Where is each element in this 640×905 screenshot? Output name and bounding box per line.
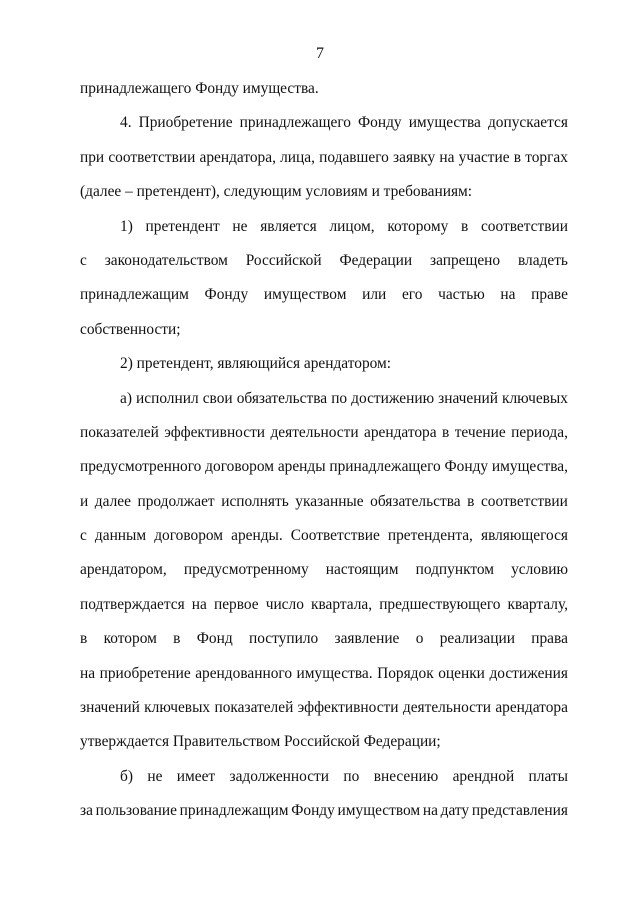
text-line bbox=[80, 519, 568, 553]
word: а) bbox=[120, 389, 132, 407]
word: подтверждается bbox=[80, 595, 185, 613]
word: аренды. bbox=[231, 527, 283, 545]
word: Фонду bbox=[444, 458, 489, 476]
word: данным bbox=[94, 527, 147, 545]
text-line bbox=[80, 278, 568, 312]
word: обязательства bbox=[236, 389, 328, 407]
text-line bbox=[80, 657, 568, 691]
word: права bbox=[531, 630, 568, 648]
word: число bbox=[265, 595, 304, 613]
word: в bbox=[467, 492, 475, 510]
word: оценки bbox=[438, 664, 485, 682]
word: с bbox=[80, 527, 87, 545]
word: лица, bbox=[280, 148, 315, 166]
word: арендованного bbox=[195, 664, 293, 682]
word: далее bbox=[94, 492, 131, 510]
word: которому bbox=[387, 217, 449, 235]
word: являющегося bbox=[480, 527, 568, 545]
word: кварталу, bbox=[507, 595, 568, 613]
word: договором bbox=[154, 527, 224, 545]
word: котором bbox=[103, 630, 157, 648]
word: арендной bbox=[452, 767, 515, 785]
body-text bbox=[80, 72, 568, 829]
word: значений bbox=[80, 699, 140, 717]
word: Федерации bbox=[339, 251, 413, 269]
word: о bbox=[415, 630, 424, 648]
word: принадлежащего bbox=[329, 458, 441, 476]
word: запрещено bbox=[430, 251, 501, 269]
word: не bbox=[147, 767, 163, 785]
word: представления bbox=[471, 802, 568, 820]
text-line bbox=[80, 794, 568, 828]
word: показателей bbox=[80, 423, 159, 441]
word: при bbox=[80, 148, 105, 166]
word: является bbox=[260, 217, 317, 235]
word: арендатора, bbox=[199, 148, 276, 166]
word: свои bbox=[202, 389, 233, 407]
word: имущества, bbox=[491, 458, 568, 476]
word: имуществом bbox=[263, 286, 347, 304]
word: подавшего bbox=[319, 148, 389, 166]
word: задолженности bbox=[229, 767, 330, 785]
word: первое bbox=[213, 595, 259, 613]
text-line bbox=[80, 141, 568, 175]
text-line bbox=[80, 450, 568, 484]
word: принадлежащего bbox=[239, 114, 351, 132]
word: допускается bbox=[487, 114, 568, 132]
word: продолжает bbox=[137, 492, 215, 510]
word: торгах bbox=[525, 148, 568, 166]
page-number: 7 bbox=[316, 45, 324, 62]
word: арендатора bbox=[495, 699, 568, 717]
word: условию bbox=[511, 561, 568, 579]
word: или bbox=[362, 286, 387, 304]
word: дату bbox=[440, 802, 470, 820]
word: предусмотренного bbox=[80, 458, 202, 476]
word: частью bbox=[438, 286, 485, 304]
word: предшествующего bbox=[379, 595, 501, 613]
word: аренды bbox=[277, 458, 326, 476]
word: законодательством bbox=[104, 251, 228, 269]
word: в bbox=[80, 630, 88, 648]
word: имеет bbox=[176, 767, 216, 785]
word: Фонду bbox=[291, 802, 335, 820]
text-line bbox=[80, 691, 568, 725]
text-line bbox=[80, 588, 568, 622]
word: на bbox=[439, 148, 455, 166]
word: деятельности bbox=[270, 423, 359, 441]
word: подпунктом bbox=[415, 561, 495, 579]
word: заявление bbox=[334, 630, 400, 648]
word: его bbox=[401, 286, 423, 304]
word: за bbox=[80, 802, 93, 820]
word: приобретение bbox=[99, 664, 191, 682]
text-line bbox=[80, 760, 568, 794]
word: принадлежащим bbox=[80, 286, 189, 304]
word: Соответствие bbox=[290, 527, 380, 545]
text-line bbox=[80, 244, 568, 278]
word: настоящим bbox=[325, 561, 399, 579]
word: 4. bbox=[120, 114, 132, 132]
word: обязательства bbox=[370, 492, 461, 510]
word: не bbox=[232, 217, 248, 235]
word: соответствии bbox=[480, 217, 568, 235]
word: по bbox=[331, 389, 348, 407]
text-line bbox=[80, 416, 568, 450]
word: претендент bbox=[145, 217, 220, 235]
word: значений bbox=[438, 389, 498, 407]
text-line: 2) претендент, являющийся арендатором: bbox=[120, 355, 392, 373]
word: праве bbox=[531, 286, 568, 304]
word: реализации bbox=[439, 630, 515, 648]
word: пользование bbox=[95, 802, 177, 820]
text-line: утверждается Правительством Российской Федерации; bbox=[80, 733, 441, 751]
text-line bbox=[80, 485, 568, 519]
word: платы bbox=[528, 767, 568, 785]
word: владеть bbox=[517, 251, 568, 269]
word: Фонд bbox=[196, 630, 233, 648]
word: претендента, bbox=[387, 527, 473, 545]
word: эффективности bbox=[164, 423, 266, 441]
word: арендатором, bbox=[80, 561, 167, 579]
text-line bbox=[80, 622, 568, 656]
word: Фонду bbox=[358, 114, 402, 132]
text-line: собственности; bbox=[80, 320, 181, 338]
word: и bbox=[80, 492, 89, 510]
word: б) bbox=[120, 767, 133, 785]
word: 1) bbox=[120, 217, 133, 235]
word: ключевых bbox=[502, 389, 568, 407]
word: эффективности bbox=[297, 699, 399, 717]
text-line bbox=[80, 210, 568, 244]
word: имуществом bbox=[337, 802, 421, 820]
word: квартала, bbox=[310, 595, 373, 613]
word: в bbox=[460, 217, 469, 235]
word: договором bbox=[205, 458, 275, 476]
word: Фонду bbox=[204, 286, 249, 304]
word: соответствии bbox=[480, 492, 568, 510]
word: на bbox=[80, 664, 96, 682]
word: арендатора bbox=[363, 423, 437, 441]
word: соответствии bbox=[108, 148, 196, 166]
word: исполнять bbox=[221, 492, 289, 510]
word: в bbox=[442, 423, 450, 441]
word: деятельности bbox=[402, 699, 491, 717]
word: указанные bbox=[295, 492, 364, 510]
word: с bbox=[80, 251, 87, 269]
word: достижению bbox=[351, 389, 435, 407]
word: периода, bbox=[511, 423, 568, 441]
text-line bbox=[80, 106, 568, 140]
word: показателей bbox=[214, 699, 294, 717]
text-line bbox=[80, 382, 568, 416]
word: заявку bbox=[393, 148, 436, 166]
word: поступило bbox=[248, 630, 319, 648]
word: имущества bbox=[408, 114, 481, 132]
word: в bbox=[173, 630, 181, 648]
word: предусмотренному bbox=[183, 561, 309, 579]
word: участие bbox=[458, 148, 510, 166]
word: принадлежащим bbox=[179, 802, 289, 820]
text-line: (далее – претендент), следующим условиям и требованиям: bbox=[80, 183, 473, 201]
word: достижения bbox=[489, 664, 568, 682]
word: течение bbox=[454, 423, 506, 441]
word: исполнил bbox=[136, 389, 199, 407]
word: по bbox=[343, 767, 360, 785]
text-line: принадлежащего Фонду имущества. bbox=[80, 80, 319, 97]
word: на bbox=[191, 595, 207, 613]
word: ключевых bbox=[144, 699, 211, 717]
word: Порядок bbox=[377, 664, 434, 682]
word: лицом, bbox=[329, 217, 375, 235]
word: Российской bbox=[245, 251, 322, 269]
word: на bbox=[422, 802, 438, 820]
word: на bbox=[500, 286, 516, 304]
word: внесению bbox=[373, 767, 439, 785]
word: Приобретение bbox=[138, 114, 233, 132]
word: имущества. bbox=[296, 664, 373, 682]
word: в bbox=[513, 148, 522, 166]
text-line bbox=[80, 553, 568, 587]
